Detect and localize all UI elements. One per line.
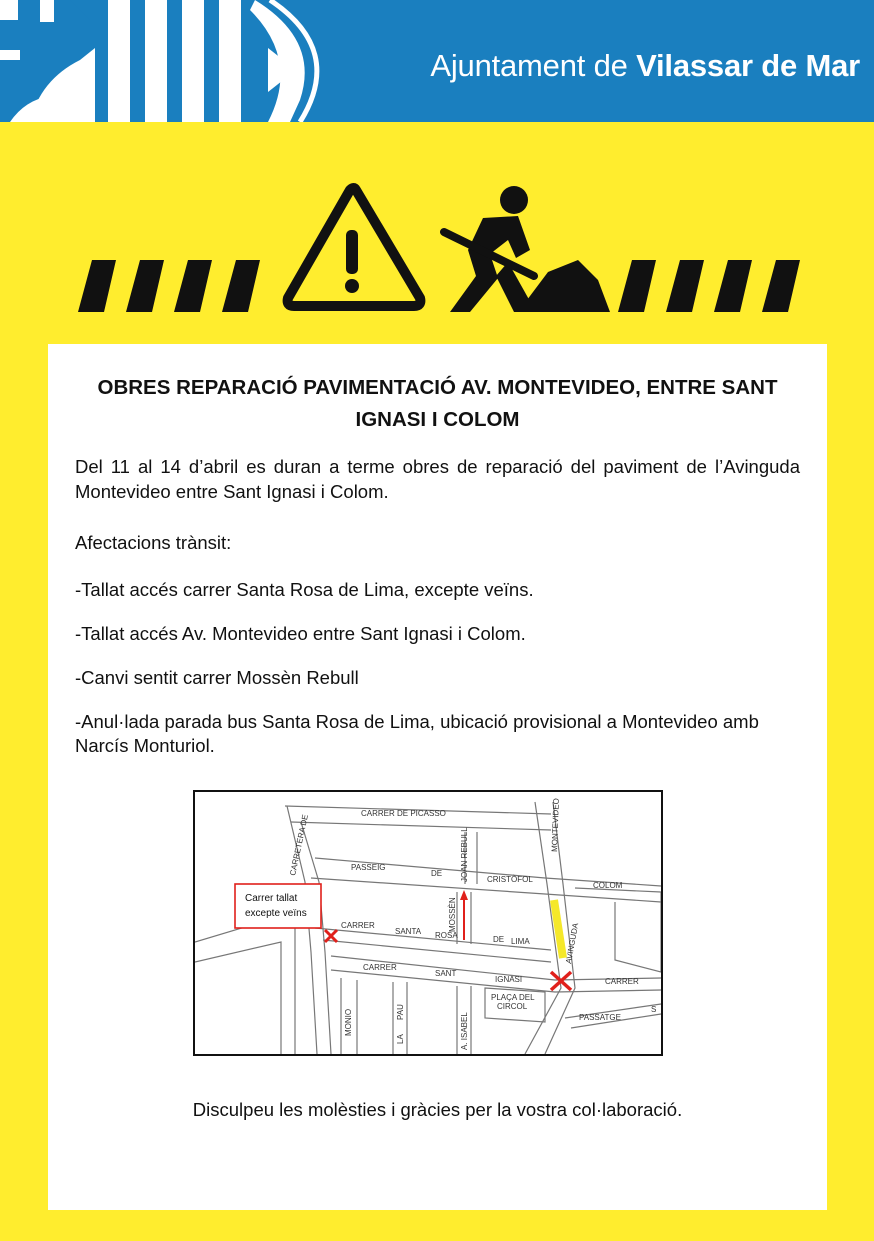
org-title bbox=[430, 48, 860, 84]
street-label: IGNASI bbox=[495, 975, 523, 984]
street-label: LA bbox=[396, 1034, 405, 1044]
closure-callout bbox=[235, 884, 321, 928]
street-label: COLOM bbox=[593, 881, 623, 890]
street-label: S bbox=[651, 1005, 657, 1014]
street-label: ROSA bbox=[435, 931, 458, 940]
street-label: CRISTÒFOL bbox=[487, 875, 533, 884]
closing-message: Disculpeu les molèsties i gràcies per la vostra col·laboració. bbox=[192, 1099, 683, 1120]
list-item: -Canvi sentit carrer Mossèn Rebull bbox=[75, 667, 359, 688]
affections-list bbox=[75, 578, 800, 778]
list-item: -Tallat accés Av. Montevideo entre Sant Ignasi i Colom. bbox=[75, 623, 526, 644]
affections-heading: Afectacions trànsit: bbox=[75, 532, 232, 553]
street-label: CARRER bbox=[605, 977, 639, 986]
callout-line-2: excepte veïns bbox=[245, 908, 307, 919]
org-prefix: Ajuntament de bbox=[430, 48, 637, 83]
list-item: -Anul·lada parada bus Santa Rosa de Lima, ubicació provisional a Montevideo amb Narcís Monturiol. bbox=[75, 711, 759, 756]
notice-title: OBRES REPARACIÓ PAVIMENTACIÓ AV. MONTEVIDEO, ENTRE SANT IGNASI I COLOM bbox=[97, 376, 778, 431]
street-label: CARRER DE PICASSO bbox=[361, 809, 446, 818]
street-label: PLAÇA DEL bbox=[491, 993, 535, 1002]
street-label: MONTEVIDEO bbox=[550, 798, 561, 853]
street-label: CARRER bbox=[363, 963, 397, 972]
street-label: LIMA bbox=[511, 937, 530, 946]
page-header bbox=[0, 0, 874, 122]
street-map-drawing bbox=[195, 792, 661, 1054]
street-label: CARRER bbox=[341, 921, 375, 930]
road-worker-icon bbox=[444, 186, 610, 312]
street-label: MONIO bbox=[344, 1008, 353, 1036]
street-label: MOSSÈN bbox=[448, 897, 457, 932]
notice-card bbox=[48, 344, 827, 1210]
street-label: A. ISABEL bbox=[460, 1012, 469, 1050]
street-label: DE bbox=[431, 869, 443, 878]
warning-triangle-icon bbox=[288, 188, 421, 306]
street-label: CARRETERA DE bbox=[288, 813, 310, 877]
ship-sail-logo bbox=[0, 0, 330, 122]
street-label: SANT bbox=[435, 969, 457, 978]
street-label: PASSEIG bbox=[351, 863, 386, 872]
street-label: PAU bbox=[396, 1004, 405, 1020]
street-label: CIRCOL bbox=[497, 1002, 528, 1011]
callout-line-1: Carrer tallat bbox=[245, 893, 298, 904]
org-name: Vilassar de Mar bbox=[636, 48, 860, 83]
street-map bbox=[193, 790, 663, 1056]
roadworks-banner bbox=[78, 180, 800, 320]
list-item: -Tallat accés carrer Santa Rosa de Lima, excepte veïns. bbox=[75, 579, 534, 600]
notice-intro: Del 11 al 14 d’abril es duran a terme obres de reparació del paviment de l’Avinguda Montevideo entre Sant Ignasi i Colom. bbox=[75, 456, 800, 502]
street-label: JOAN REBULL bbox=[460, 827, 469, 882]
street-label: AVINGUDA bbox=[564, 922, 581, 965]
street-label: DE bbox=[493, 935, 505, 944]
street-label: PASSATGE bbox=[579, 1013, 621, 1022]
street-label: SANTA bbox=[395, 927, 422, 936]
